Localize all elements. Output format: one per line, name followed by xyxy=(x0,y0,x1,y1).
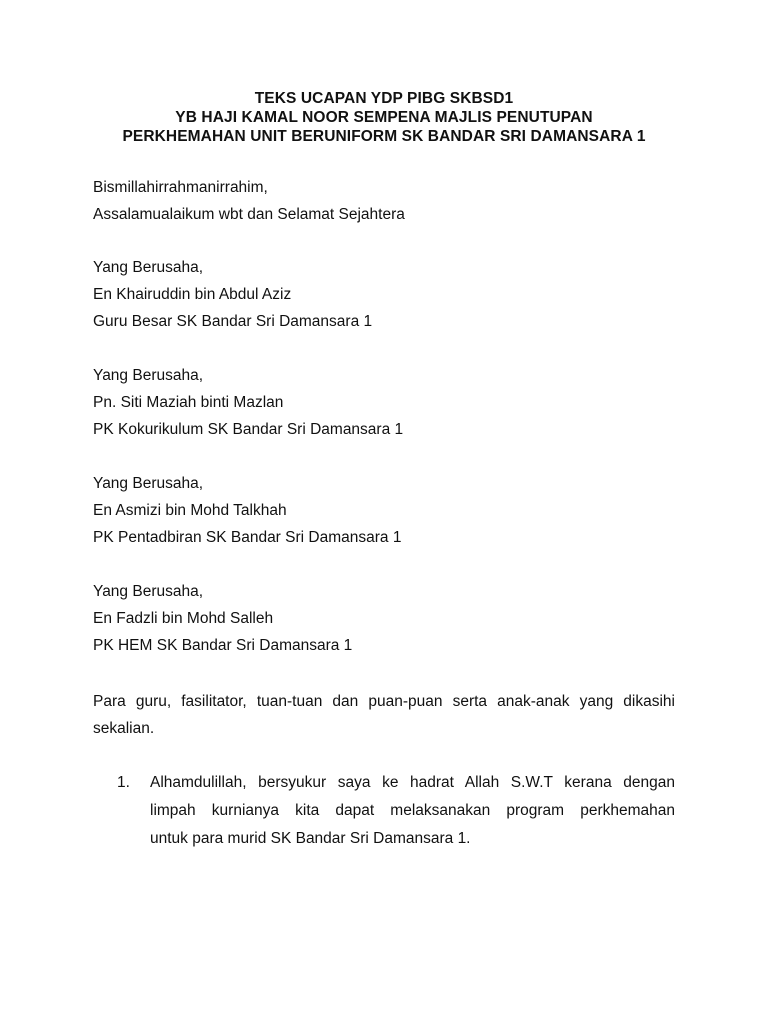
title-line-1: TEKS UCAPAN YDP PIBG SKBSD1 xyxy=(254,90,514,107)
addressee-position: Guru Besar SK Bandar Sri Damansara 1 xyxy=(93,313,373,330)
addressee-name: En Fadzli bin Mohd Salleh xyxy=(93,610,274,627)
addressee-salutation: Yang Berusaha, xyxy=(93,259,204,276)
list-number: 1. xyxy=(117,774,130,791)
addressee-position: PK Pentadbiran SK Bandar Sri Damansara 1 xyxy=(93,529,402,546)
addressee-block xyxy=(93,470,401,551)
list-item-line: limpah kurnianya kita dapat melaksanakan program perkhemahan xyxy=(150,802,675,819)
greeting-block xyxy=(93,174,675,228)
opening-paragraph xyxy=(93,688,675,742)
list-item-line: untuk para murid SK Bandar Sri Damansara 1. xyxy=(150,830,471,847)
addressee-block xyxy=(93,578,352,659)
title-line-2: YB HAJI KAMAL NOOR SEMPENA MAJLIS PENUTUPAN xyxy=(175,109,593,126)
addressee-block xyxy=(93,254,372,335)
document-title xyxy=(0,89,768,146)
greeting-salam: Assalamualaikum wbt dan Selamat Sejahtera xyxy=(93,206,405,223)
list-item-line: Alhamdulillah, bersyukur saya ke hadrat Allah S.W.T kerana dengan xyxy=(150,774,675,791)
paragraph-line: Para guru, fasilitator, tuan-tuan dan puan-puan serta anak-anak yang dikasihi xyxy=(93,693,675,710)
list-item-text xyxy=(150,769,675,853)
title-line-3: PERKHEMAHAN UNIT BERUNIFORM SK BANDAR SRI DAMANSARA 1 xyxy=(122,128,646,145)
paragraph-line: sekalian. xyxy=(93,720,155,737)
greeting-bismillah: Bismillahirrahmanirrahim, xyxy=(93,179,268,196)
addressee-position: PK HEM SK Bandar Sri Damansara 1 xyxy=(93,637,353,654)
addressee-name: En Khairuddin bin Abdul Aziz xyxy=(93,286,292,303)
addressee-block xyxy=(93,362,403,443)
addressee-name: En Asmizi bin Mohd Talkhah xyxy=(93,502,287,519)
addressee-position: PK Kokurikulum SK Bandar Sri Damansara 1 xyxy=(93,421,404,438)
addressee-salutation: Yang Berusaha, xyxy=(93,583,204,600)
addressee-name: Pn. Siti Maziah binti Mazlan xyxy=(93,394,284,411)
addressee-salutation: Yang Berusaha, xyxy=(93,367,204,384)
addressee-salutation: Yang Berusaha, xyxy=(93,475,204,492)
